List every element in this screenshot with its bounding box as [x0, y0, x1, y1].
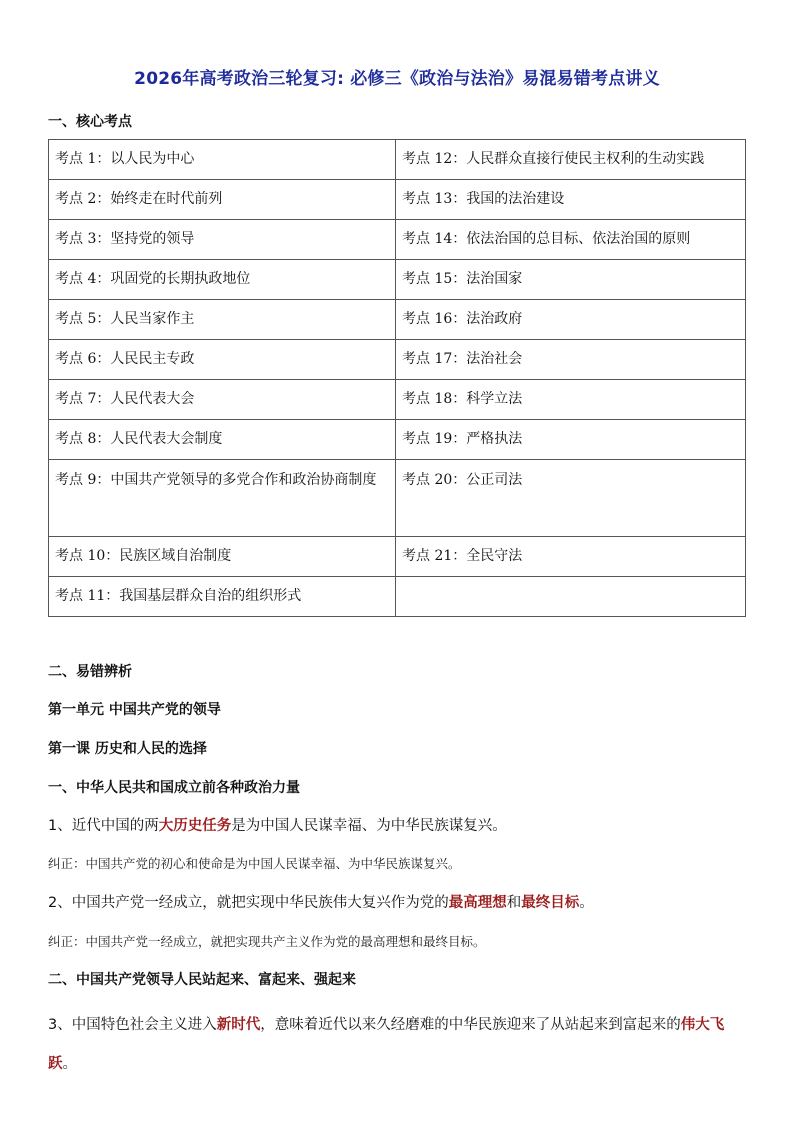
- table-row: [49, 340, 746, 380]
- table-cell: 考点 4：巩固党的长期执政地位: [49, 260, 396, 300]
- exam-points-table: [48, 139, 746, 617]
- table-row: [49, 577, 746, 617]
- table-cell: 考点 15：法治国家: [396, 260, 746, 300]
- table-row: [49, 537, 746, 577]
- table-row: [49, 420, 746, 460]
- table-cell: 考点 2：始终走在时代前列: [49, 180, 396, 220]
- table-cell: 考点 8：人民代表大会制度: [49, 420, 396, 460]
- subheading-1: 一、中华人民共和国成立前各种政治力量: [48, 780, 300, 796]
- table-cell: 考点 16：法治政府: [396, 300, 746, 340]
- table-cell: 考点 1：以人民为中心: [49, 140, 396, 180]
- correction-2: 纠正：中国共产党一经成立，就把实现共产主义作为党的最高理想和最终目标。: [48, 934, 486, 949]
- table-row: [49, 460, 746, 537]
- unit-heading: 第一单元 中国共产党的领导: [48, 702, 221, 718]
- table-row: [49, 220, 746, 260]
- table-cell: 考点 10：民族区域自治制度: [49, 537, 396, 577]
- table-cell: [396, 577, 746, 617]
- emphasis-text: 大历史任务: [158, 818, 232, 834]
- emphasis-text: 新时代: [216, 1017, 261, 1033]
- table-row: [49, 260, 746, 300]
- table-row: [49, 300, 746, 340]
- table-cell: 考点 19：严格执法: [396, 420, 746, 460]
- emphasis-text: 最终目标: [521, 895, 580, 911]
- table-cell: 考点 13：我国的法治建设: [396, 180, 746, 220]
- table-cell: 考点 18：科学立法: [396, 380, 746, 420]
- table-row: [49, 140, 746, 180]
- table-cell: 考点 3：坚持党的领导: [49, 220, 396, 260]
- correction-1: 纠正：中国共产党的初心和使命是为中国人民谋幸福、为中华民族谋复兴。: [48, 856, 461, 871]
- section-heading-errors: 二、易错辨析: [48, 664, 132, 680]
- page-title: 2026年高考政治三轮复习: 必修三《政治与法治》易混易错考点讲义: [134, 69, 660, 89]
- table-cell: 考点 20：公正司法: [396, 460, 746, 537]
- table-cell: 考点 7：人民代表大会: [49, 380, 396, 420]
- item-1: 1、近代中国的两大历史任务是为中国人民谋幸福、为中华民族谋复兴。: [48, 818, 507, 834]
- table-cell: 考点 14：依法治国的总目标、依法治国的原则: [396, 220, 746, 260]
- item-2: 2、中国共产党一经成立，就把实现中华民族伟大复兴作为党的最高理想和最终目标。: [48, 895, 594, 911]
- table-cell: 考点 11：我国基层群众自治的组织形式: [49, 577, 396, 617]
- lesson-heading: 第一课 历史和人民的选择: [48, 741, 207, 757]
- table-cell: 考点 17：法治社会: [396, 340, 746, 380]
- table-cell: 考点 9：中国共产党领导的多党合作和政治协商制度: [49, 460, 396, 537]
- section-heading-core: 一、核心考点: [48, 114, 132, 130]
- table-cell: 考点 5：人民当家作主: [49, 300, 396, 340]
- table-row: [49, 180, 746, 220]
- table-cell: 考点 21：全民守法: [396, 537, 746, 577]
- table-row: [49, 380, 746, 420]
- subheading-2: 二、中国共产党领导人民站起来、富起来、强起来: [48, 972, 356, 988]
- emphasis-text: 伟大飞跃: [48, 1017, 725, 1072]
- table-cell: 考点 6：人民民主专政: [49, 340, 396, 380]
- item-3: 3、中国特色社会主义进入新时代，意味着近代以来久经磨难的中华民族迎来了从站起来到富起来的伟大飞跃。: [48, 1017, 725, 1072]
- emphasis-text: 最高理想: [448, 895, 507, 911]
- table-cell: 考点 12：人民群众直接行使民主权利的生动实践: [396, 140, 746, 180]
